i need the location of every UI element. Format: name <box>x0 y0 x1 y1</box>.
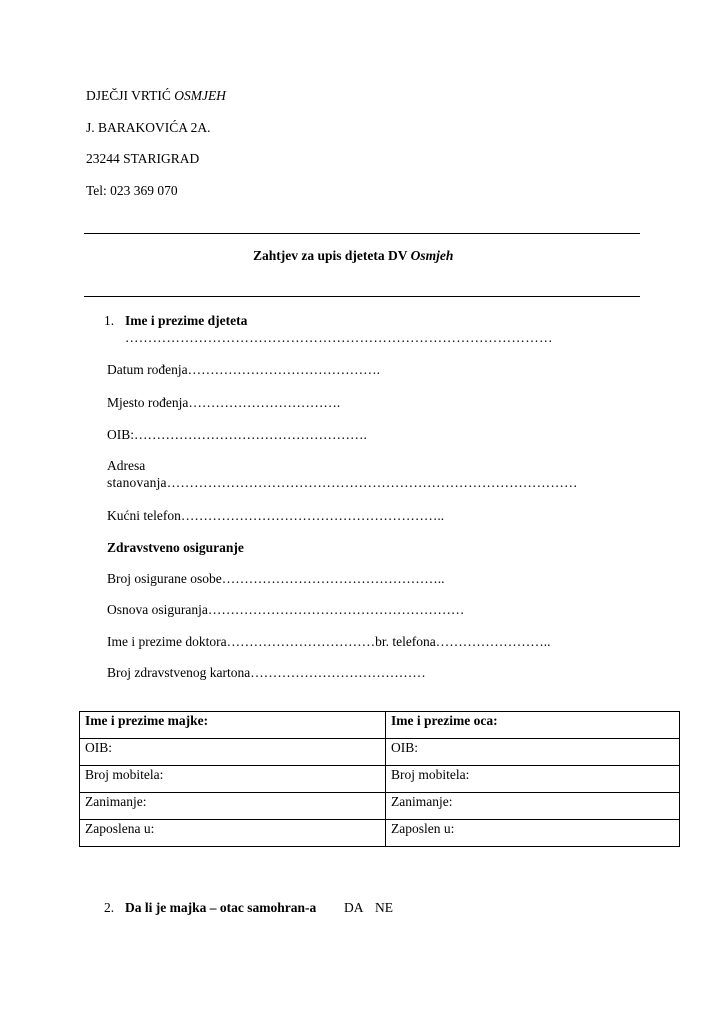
birth-date-field[interactable]: Datum rođenja……………………………………. <box>107 362 380 377</box>
section2-question: Da li je majka – otac samohran-a <box>125 900 317 915</box>
father-employer-cell[interactable]: Zaposlen u: <box>386 820 680 847</box>
father-oib-cell[interactable]: OIB: <box>386 739 680 766</box>
home-phone-field[interactable]: Kućni telefon………………………………………………….. <box>107 508 445 523</box>
mother-oib-cell[interactable]: OIB: <box>80 739 386 766</box>
mother-employer-cell[interactable]: Zaposlena u: <box>80 820 386 847</box>
father-mobile-cell[interactable]: Broj mobitela: <box>386 766 680 793</box>
child-name-field[interactable]: ………………………………………………………………………………… <box>125 330 553 345</box>
table-row <box>80 712 680 739</box>
doctor-field[interactable]: Ime i prezime doktora……………………………br. telefona…………………….. <box>107 634 551 649</box>
health-card-field[interactable]: Broj zdravstvenog kartona………………………………… <box>107 665 426 680</box>
mother-mobile-cell[interactable]: Broj mobitela: <box>80 766 386 793</box>
father-occupation-cell[interactable]: Zanimanje: <box>386 793 680 820</box>
table-row <box>80 766 680 793</box>
form-title-prefix: Zahtjev za upis djeteta DV <box>253 248 411 263</box>
parents-table <box>79 711 680 847</box>
address-label: Adresa <box>107 458 146 473</box>
option-no[interactable]: NE <box>375 900 393 915</box>
mother-name-cell[interactable]: Ime i prezime majke: <box>80 712 386 739</box>
table-row <box>80 820 680 847</box>
father-name-cell[interactable]: Ime i prezime oca: <box>386 712 680 739</box>
insured-number-field[interactable]: Broj osigurane osobe………………………………………….. <box>107 571 445 586</box>
option-yes[interactable]: DA <box>344 900 364 915</box>
birth-place-field[interactable]: Mjesto rođenja……………………………. <box>107 395 341 410</box>
mother-occupation-cell[interactable]: Zanimanje: <box>80 793 386 820</box>
section2-number: 2. <box>104 900 115 915</box>
kindergarten-name: OSMJEH <box>174 88 226 103</box>
kindergarten-city: 23244 STARIGRAD <box>86 151 200 166</box>
form-title-name: Osmjeh <box>410 248 454 263</box>
oib-field[interactable]: OIB:……………………………………………. <box>107 427 367 442</box>
kindergarten-phone: Tel: 023 369 070 <box>86 183 178 198</box>
kindergarten-prefix: DJEČJI VRTIĆ <box>86 88 175 103</box>
section1-heading: Ime i prezime djeteta <box>125 313 248 328</box>
insurance-basis-field[interactable]: Osnova osiguranja………………………………………………… <box>107 602 465 617</box>
kindergarten-street: J. BARAKOVIĆA 2A. <box>86 120 211 135</box>
section1-number: 1. <box>104 313 115 328</box>
table-row <box>80 793 680 820</box>
divider-top <box>84 233 640 234</box>
form-title <box>253 248 453 264</box>
table-row <box>80 739 680 766</box>
address-field[interactable]: stanovanja……………………………………………………………………………… <box>107 475 578 490</box>
insurance-heading: Zdravstveno osiguranje <box>107 540 244 555</box>
kindergarten-name-line <box>86 88 226 104</box>
divider-bottom <box>84 296 640 297</box>
